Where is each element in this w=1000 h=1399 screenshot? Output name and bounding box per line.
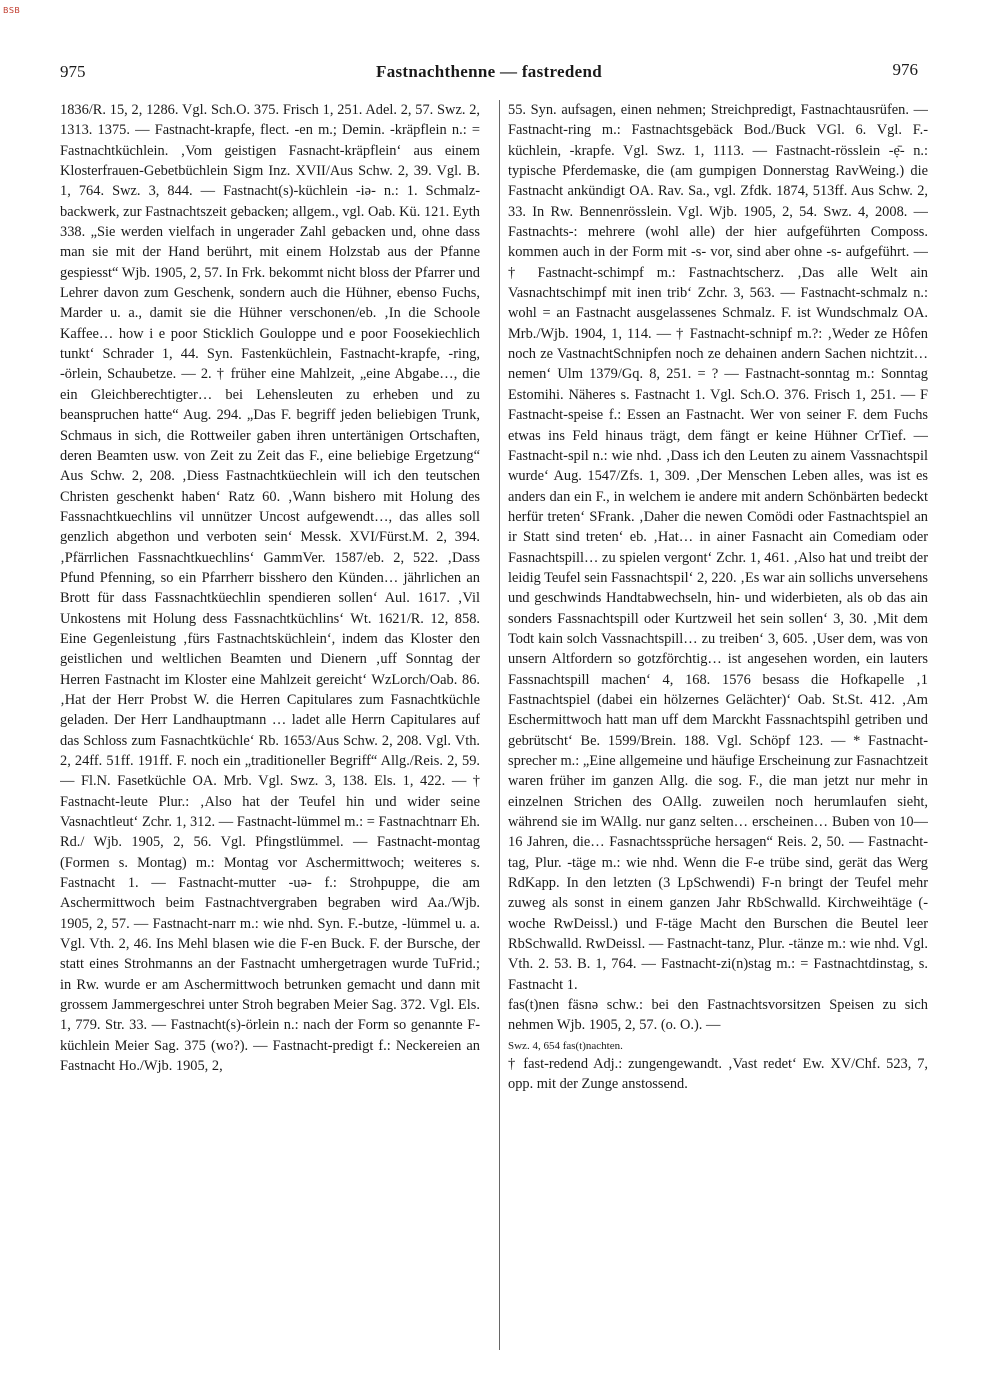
- page-header: [60, 56, 918, 86]
- column-divider: [499, 100, 500, 1350]
- left-column-text: 1836/R. 15, 2, 1286. Vgl. Sch.O. 375. Frisch 1, 251. Adel. 2, 57. Swz. 2, 1313. 1375. — Fastnacht-krapfe, flect. -en m.; Demin. -kräpflein n.: = Fastnachtküchlein. ‚Vom geistigen Fasnacht-kräpflein‘ aus einem Klosterfrauen-Gebetbüchlein Sigm Inz. XVII/Aus Schw. 2, 39. Vgl. B. 1, 764. Swz. 3, 844. — Fastnacht(s)-küchlein -iə- n.: 1. Schmalz-backwerk, zur Fastnachtszeit gebacken; allgem., vgl. Oab. Kü. 121. Eyth 338. „Sie werden vielfach in ungerader Zahl gebacken und, ohne dass man sie mit der Hand berührt, mit einem Holzstab aus der Pfanne gespiesst“ Wjb. 1905, 2, 57. In Frk. bekommt nicht bloss der Pfarrer und Lehrer davon zum Geschenk, sondern auch die Hühner, ebenso Fuchs, Marder u. a., damit sie die Hühner verschonen/eb. ‚In die Schoole Kaffee… how i e poor Sticklich Gouloppe und e poor Foosekiechlich tunkt‘ Schrader 1, 44. Syn. Fastenküchlein, Fastnacht-krapfe, -ring, -örlein, Schaubetze. — 2. † früher eine Mahlzeit, „eine Abgabe…, die ein Gleichberechtigter… bei Lehensleuten zu erheben und zu beanspruchen hatte“ Aug. 294. „Das F. begriff jeden beliebigen Trunk, Schmaus in sich, die Rottweiler gaben ihren untertänigen Ortschaften, deren Beamten usw. von Zeit zu Zeit das F., eine beliebige Ergetzung“ Aus Schw. 2, 208. ‚Diess Fastnachtküechlein will ich den teutschen Christen geschenkt haben‘ Ratz 60. ‚Wann bishero mit Holung des Fassnachtkuechlins vil unnützer Uncost aufgewendt…, das alles soll genzlich abgethon und verboten sein‘ Messk. XVI/Fürst.M. 2, 394. ‚Pfärrlichen Fassnachtkuechlins‘ GammVer. 1587/eb. 2, 522. ‚Dass Pfund Pfenning, so ein Pfarrherr bisshero den Künden… jährlichen an Brott für dass Fassnachtküechlin spendieren sollen‘ Aul. 1617. ‚Vil Unkostens mit Holung dess Fassnachtküchlins‘ Wt. 1621/R. 12, 858. Eine Gegenleistung ‚fürs Fastnachtsküchlein‘, indem das Kloster den geistlichen und weltlichen Beamten und Dienern ‚uff Sonntag der Herren Fastnacht im Kloster eine Mahlzeit gereicht‘ WzLorch/Oab. 86. ‚Hat der Herr Probst W. die Herren Capitulares zum Fasnachtküchle geladen. Der Herr Landhauptmann … ladet alle Herrn Capitulares auf das Schloss zum Fasnachtküchle‘ Rb. 1653/Aus Schw. 2, 208. Vgl. Vth. 2, 24ff. 51ff. 191ff. F. noch ein „traditioneller Begriff“ Allg./Reis. 2, 59. — Fl.N. Fasetküchle OA. Mrb. Vgl. Swz. 3, 138. Els. 1, 422. — † Fastnacht-leute Plur.: ‚Also hat der Teufel hin und wider seine Vasnachtleut‘ Zchr. 1, 312. — Fastnacht-lümmel m.: = Fastnachtnarr Eh. Rd./ Wjb. 1905, 2, 56. Vgl. Pfingstlümmel. — Fastnacht-montag (Formen s. Montag) m.: Montag vor Aschermittwoch; weiteres s. Fastnacht 1. — Fastnacht-mutter -uə- f.: Strohpuppe, die am Aschermittwoch beim Fastnachtvergraben begraben wird Aa./Wjb. 1905, 2, 57. — Fastnacht-narr m.: wie nhd. Syn. F.-butze, -lümmel u. a. Vgl. Vth. 2, 46. Ins Mehl blasen wie die F-en Buck. F. der Bursche, der statt eines Strohmanns an der Fastnacht umhergetragen wurde TuFrid.; in Rw. wurde er am Aschermittwoch betrunken gemacht und dann mit grossem Jammergeschrei unter Stroh begraben Meier Sag. 372. Vgl. Els. 1, 779. Str. 33. — Fastnacht(s)-örlein n.: nach der Form so genannte F-küchlein Meier Sag. 375 (wo?). — Fastnacht-predigt f.: Neckereien an Fastnacht Ho./Wjb. 1905, 2,: [60, 102, 480, 1075]
- right-column-text: 55. Syn. aufsagen, einen nehmen; Streichpredigt, Fastnachtausrüfen. — Fastnacht-ring m.: Fastnachtsgebäck Bod./Buck VGl. 6. Vgl. F.-küchlein, -krapfe. Vgl. Swz. 1, 1113. — Fastnacht-rösslein -ẹ̄- n.: typische Pferdemaske, die (am gumpigen Donnerstag RavWeing.) die Fastnacht ankündigt OA. Rav. Sa., vgl. Zfdk. 1874, 513ff. Aus Schw. 2, 33. In Rw. Bennenrösslein. Vgl. Wjb. 1905, 2, 54. Swz. 4, 2008. — Fastnachts-: mehrere (wohl alle) der hier aufgeführten Composs. kommen auch in der Form mit -s- vor, sind aber ohne -s- aufgeführt. — † Fastnacht-schimpf m.: Fastnachtscherz. ‚Das alle Welt ain Vasnachtschimpf mit inen trib‘ Zchr. 3, 563. — Fastnacht-schmalz n.: wohl = an Fastnacht ausgelassenes Schmalz. F. ist Wundschmalz OA. Mrb./Wjb. 1904, 1, 114. — † Fastnacht-schnipf m.?: ‚Weder ze Hôfen noch ze VastnachtSchnipfen noch ze dehainen andern Sachen nichtzit… nemen‘ Ulm 1379/Gq. 8, 251. = ? — Fastnacht-sonntag m.: Sonntag Estomihi. Näheres s. Fastnacht 1. Vgl. Sch.O. 376. Frisch 1, 251. — F Fastnacht-speise f.: Essen an Fastnacht. Wer von seiner F. dem Fuchs etwas ins Feld hinaus trägt, dem fängt er keine Hühner CrTief. — Fastnacht-spil n.: wie nhd. ‚Dass ich den Leuten zu ainem Vassnachtspil wurde‘ Aug. 1547/Zfs. 1, 309. ‚Der Menschen Leben alles, was ist es anders dan ein F., in welchem ie andere mit andern Schönbärten bedeckt herfür treten‘ SFrank. ‚Daher die newen Comödi oder Fastnachtspiel an ir Statt sind treten‘ eb. ‚Hat… in ainer Fasnacht ain Comediam oder Fasnachtspill… zu spielen vergont‘ Zchr. 1, 461. ‚Also hat und treibt der leidig Teufel sein Fassnachtspil‘ 2, 220. ‚Es war ain sollichs unversehens und geschwinds Handtabwechseln, hin- und widerbieten, als ob das ain sonders Fassnachtspill oder Kurtzweil het sein sollen‘ 3, 30. ‚Mit dem Todt kain solch Vassnachtspill… zu treiben‘ 3, 605. ‚User dem, was von unsern Altfordern so gotzförchtig… ist angesehen worden, ein lauters Fassnachtspill machen‘ 4, 168. 1576 besass die Hofkapelle ‚1 Fastnachtspiel (dabei ein hölzernes Gelächter)‘ Oab. St.St. 412. ‚Am Eschermittwoch hatt man uff dem Marckht Fassnachtspihl getriben und gebrütscht‘ Be. 1599/Brein. 188. Vgl. Schöpf 123. — * Fastnacht-sprecher m.: „Eine allgemeine und häufige Erscheinung zur Fasnachtzeit waren früher im ganzen Allg. die sog. F., die man jetzt nur mehr in einzelnen Strichen des OAllg. zuweilen noch herumlaufen sieht, während sie im WAllg. nur ganz selten… erscheinen… Buben von 10—16 Jahren, die… Fasnachtssprüche hersagen“ Reis. 2, 50. — Fastnacht-tag, Plur. -täge m.: wie nhd. Wenn die F-e trübe sind, gerät das Werg RdKapp. In den letzten (3 LpSchwendi) F-n bringt der Teufel mehr zuweg als sonst in einem ganzen Jahr RbSchwalld. Kirchweihtäge (-woche RwDeissl.) und F-täge Macht den Burschen die Beutel leer RbSchwalld. RwDeissl. — Fastnacht-tanz, Plur. -tänze m.: wie nhd. Vgl. Vth. 2. 53. B. 1, 764. — Fastnacht-zi(n)stag m.: = Fastnachtdinstag, s. Fastnacht 1.: [508, 102, 928, 993]
- page-number-left: 975: [60, 62, 86, 81]
- running-title: Fastnachthenne — fastredend: [376, 62, 602, 81]
- left-column: [60, 100, 480, 1360]
- library-mark: BSB: [3, 6, 21, 15]
- entry-fastredend: † fast-redend Adj.: zungengewandt. ‚Vast redet‘ Ew. XV/Chf. 523, 7, opp. mit der Zunge anstossend.: [508, 1055, 928, 1093]
- right-column: [508, 100, 928, 1360]
- entry-fastnen-reference: Swz. 4, 654 fas(t)nachten.: [508, 1039, 623, 1052]
- page-number-right: 976: [892, 60, 918, 79]
- entry-fastnen: fas(t)nen fäsnə schw.: bei den Fastnachtsvorsitzen Speisen zu sich nehmen Wjb. 1905, 2, 57. (o. O.). —: [508, 997, 928, 1034]
